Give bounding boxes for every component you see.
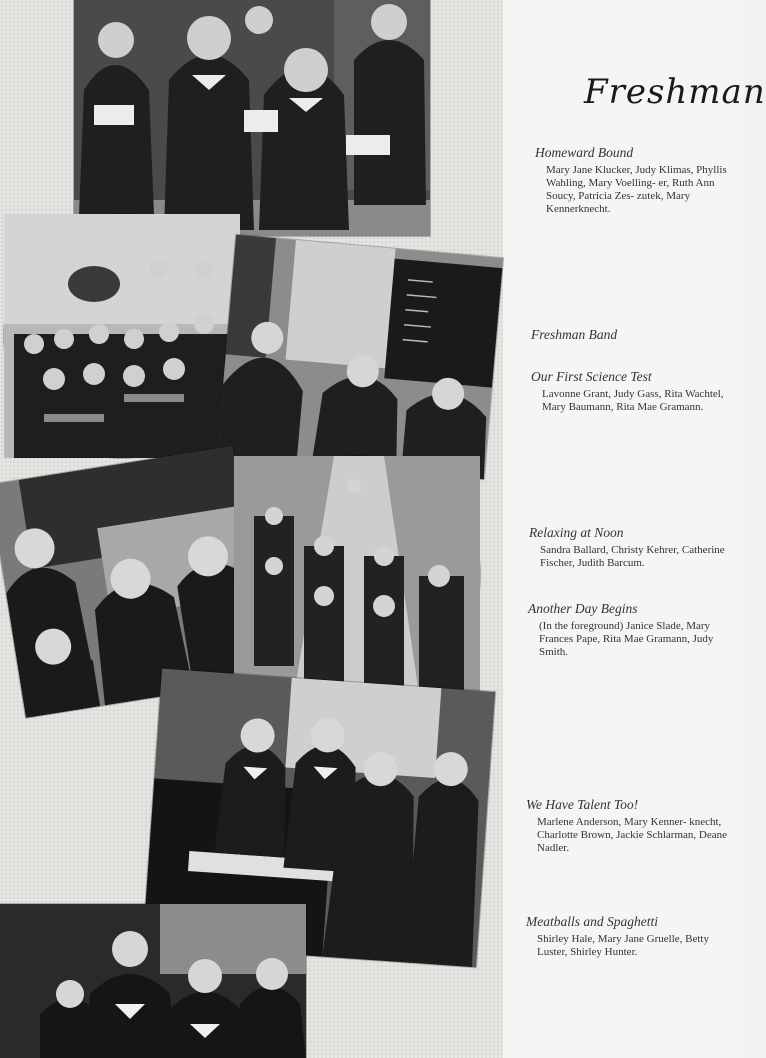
caption-title: Freshman Band — [531, 327, 618, 342]
caption-names: Sandra Ballard, Christy Kehrer, Catherine Fischer, Judith Barcum. — [540, 544, 725, 569]
caption-title: Meatballs and Spaghetti — [526, 914, 658, 929]
photo-first-science-test — [217, 235, 503, 480]
caption-names: (In the foreground) Janice Slade, Mary Frances Pape, Rita Mae Gramann, Judy Smith. — [539, 620, 714, 658]
photo-homeward-bound — [74, 0, 430, 236]
caption-names: Lavonne Grant, Judy Gass, Rita Wachtel, Mary Baumann, Rita Mae Gramann. — [542, 388, 724, 413]
photo-another-day-begins — [234, 456, 480, 694]
caption-title: We Have Talent Too! — [526, 797, 639, 812]
caption-freshman-band — [531, 327, 736, 346]
caption-relaxing-at-noon — [529, 525, 739, 570]
caption-names: Mary Jane Klucker, Judy Klimas, Phyllis Wahling, Mary Voelling- er, Ruth Ann Soucy, Patricia Zes- zutek, Mary Kennerknecht. — [546, 164, 727, 215]
caption-we-have-talent-too — [526, 797, 736, 855]
caption-title: Relaxing at Noon — [529, 525, 624, 540]
caption-names: Shirley Hale, Mary Jane Gruelle, Betty Luster, Shirley Hunter. — [537, 933, 709, 958]
caption-another-day-begins — [528, 601, 738, 659]
photo-freshman-band — [4, 214, 240, 458]
caption-meatballs-and-spaghetti — [526, 914, 736, 959]
page-heading: Freshman — [584, 72, 766, 112]
caption-homeward-bound — [535, 145, 740, 216]
caption-names: Marlene Anderson, Mary Kenner- knecht, Charlotte Brown, Jackie Schlarman, Deane Nadler. — [537, 816, 727, 854]
photo-meatballs-and-spaghetti — [0, 904, 306, 1058]
caption-first-science-test — [531, 369, 736, 414]
caption-title: Our First Science Test — [531, 369, 652, 384]
caption-title: Another Day Begins — [528, 601, 638, 616]
caption-title: Homeward Bound — [535, 145, 634, 160]
